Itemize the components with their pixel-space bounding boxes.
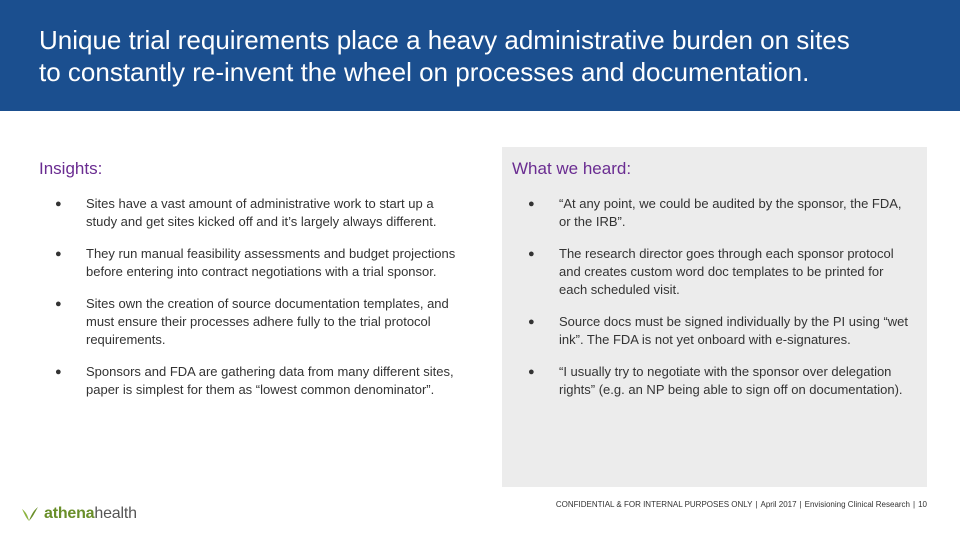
list-item <box>39 245 456 281</box>
what-we-heard-panel <box>502 147 927 487</box>
leaf-icon <box>20 505 40 523</box>
athenahealth-logo <box>20 503 137 525</box>
bullet-icon: ● <box>55 366 62 378</box>
page-title-line-1: Unique trial requirements place a heavy administrative burden on sites <box>39 25 850 55</box>
footer-date: April 2017 <box>760 500 797 509</box>
what-we-heard-heading: What we heard: <box>512 159 632 178</box>
quote-text: Source docs must be signed individually by the PI using “wet ink”. The FDA is not yet onboard with e-signatures. <box>559 314 909 347</box>
list-item <box>39 195 456 231</box>
logo-brand-bold: athena <box>44 505 95 522</box>
bullet-icon: ● <box>55 248 62 260</box>
quote-text: “I usually try to negotiate with the sponsor over delegation rights” (e.g. an NP being able to sign off on documentation). <box>559 364 903 397</box>
list-item <box>512 363 912 399</box>
footer-confidential: CONFIDENTIAL & FOR INTERNAL PURPOSES ONLY <box>555 500 753 509</box>
bullet-icon: ● <box>528 366 535 378</box>
page-title-line-2: to constantly re-invent the wheel on processes and documentation. <box>39 57 810 87</box>
insight-text: Sites own the creation of source documentation templates, and must ensure their processes adhere fully to the trial protocol requirements. <box>86 296 449 347</box>
list-item <box>512 195 912 231</box>
list-item <box>39 295 456 349</box>
list-item <box>512 313 912 349</box>
quote-text: “At any point, we could be audited by the sponsor, the FDA, or the IRB”. <box>559 196 902 229</box>
bullet-icon: ● <box>55 198 62 210</box>
footer-separator: | <box>913 500 916 509</box>
footer <box>556 500 927 509</box>
quote-text: The research director goes through each sponsor protocol and creates custom word doc templates to be printed for each scheduled visit. <box>559 246 894 297</box>
footer-project: Envisioning Clinical Research <box>804 500 911 509</box>
insights-heading: Insights: <box>39 159 103 178</box>
logo-wordmark <box>44 505 137 523</box>
bullet-icon: ● <box>528 316 535 328</box>
page-number: 10 <box>918 500 927 509</box>
bullet-icon: ● <box>55 298 62 310</box>
list-item <box>39 363 456 399</box>
footer-separator: | <box>799 500 802 509</box>
footer-separator: | <box>755 500 758 509</box>
page-title <box>39 24 919 88</box>
quotes-list <box>512 195 912 399</box>
bullet-icon: ● <box>528 198 535 210</box>
title-banner <box>0 0 960 111</box>
insights-section <box>39 158 479 413</box>
insights-list <box>39 195 479 399</box>
logo-brand-rest: health <box>94 505 137 522</box>
insight-text: Sites have a vast amount of administrative work to start up a study and get sites kicked off and it’s largely always different. <box>86 196 437 229</box>
bullet-icon: ● <box>528 248 535 260</box>
list-item <box>512 245 912 299</box>
insight-text: They run manual feasibility assessments and budget projections before entering into contract negotiations with a trial sponsor. <box>86 246 456 279</box>
insight-text: Sponsors and FDA are gathering data from many different sites, paper is simplest for them as “lowest common denominator”. <box>86 364 454 397</box>
